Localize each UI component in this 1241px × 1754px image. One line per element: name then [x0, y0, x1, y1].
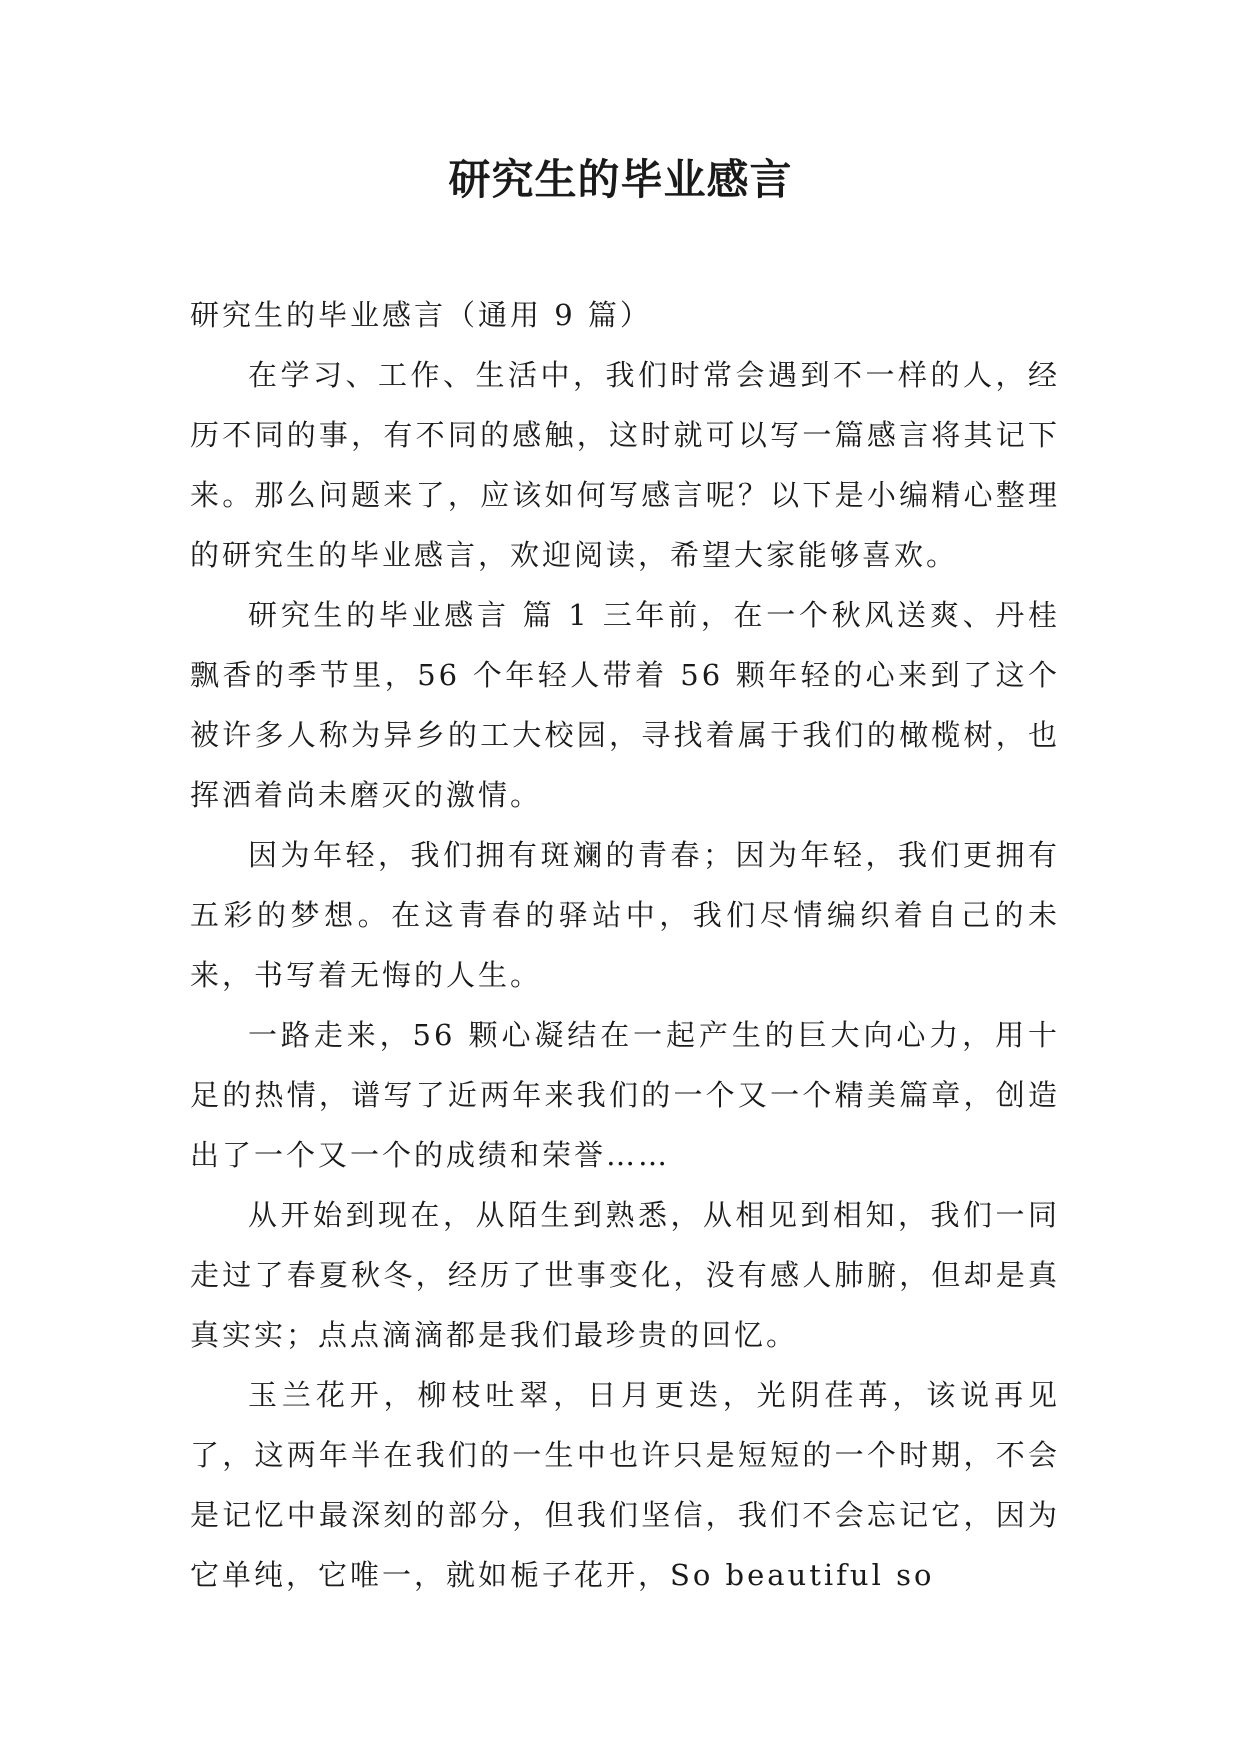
document-body [190, 285, 1060, 1605]
paragraph-part1-opening: 研究生的毕业感言 篇 1 三年前，在一个秋风送爽、丹桂飘香的季节里，56 个年轻人带着 56 颗年轻的心来到了这个被许多人称为异乡的工大校园，寻找着属于我们的橄榄树，也挥洒着尚未磨灭的激情。 [190, 598, 1060, 812]
document-subtitle: 研究生的毕业感言（通用 9 篇） [190, 298, 652, 332]
paragraph-youth: 因为年轻，我们拥有斑斓的青春；因为年轻，我们更拥有五彩的梦想。在这青春的驿站中，我们尽情编织着自己的未来，书写着无悔的人生。 [190, 838, 1060, 992]
paragraph-journey: 一路走来，56 颗心凝结在一起产生的巨大向心力，用十足的热情，谱写了近两年来我们的一个又一个精美篇章，创造出了一个又一个的成绩和荣誉…… [190, 1018, 1060, 1172]
paragraph-memories: 从开始到现在，从陌生到熟悉，从相见到相知，我们一同走过了春夏秋冬，经历了世事变化，没有感人肺腑，但却是真真实实；点点滴滴都是我们最珍贵的回忆。 [190, 1198, 1060, 1352]
paragraph-intro: 在学习、工作、生活中，我们时常会遇到不一样的人，经历不同的事，有不同的感触，这时就可以写一篇感言将其记下来。那么问题来了，应该如何写感言呢？以下是小编精心整理的研究生的毕业感言，欢迎阅读，希望大家能够喜欢。 [190, 358, 1060, 572]
document-title: 研究生的毕业感言 [448, 155, 793, 204]
paragraph-farewell: 玉兰花开，柳枝吐翠，日月更迭，光阴荏苒，该说再见了，这两年半在我们的一生中也许只是短短的一个时期，不会是记忆中最深刻的部分，但我们坚信，我们不会忘记它，因为它单纯，它唯一，就如栀子花开，So beautiful so [190, 1378, 1060, 1592]
